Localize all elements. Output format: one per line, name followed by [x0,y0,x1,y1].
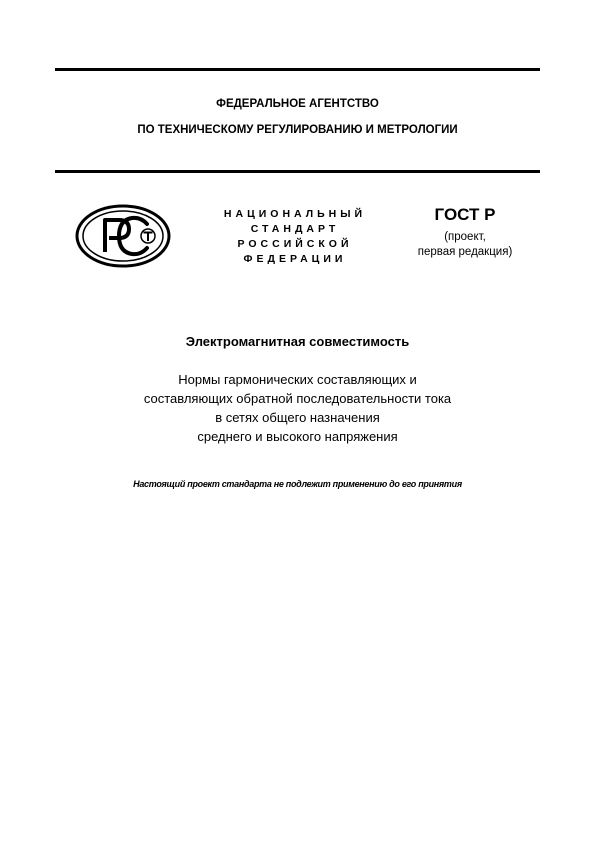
gost-designation: ГОСТ Р [434,205,496,224]
agency-name-line-2: ПО ТЕХНИЧЕСКОМУ РЕГУЛИРОВАНИЮ И МЕТРОЛОГИИ [137,124,458,136]
document-subtitle-line-1: Нормы гармонических составляющих и [178,372,417,387]
standard-type-line-4: ФЕДЕРАЦИИ [243,253,347,265]
draft-note-line-2: первая редакция) [417,246,513,258]
standard-type-line-2: СТАНДАРТ [250,223,340,235]
document-subtitle-line-2: составляющих обратной последовательности тока [143,391,452,406]
rst-certification-logo-icon [75,204,171,268]
standard-type-line-3: РОССИЙСКОЙ [237,238,353,250]
standard-type-line-1: НАЦИОНАЛЬНЫЙ [223,208,367,220]
document-subtitle-line-3: в сетях общего назначения [215,410,380,425]
draft-note-line-1: (проект, [444,231,486,243]
header-divider [55,170,540,173]
top-divider [55,68,540,71]
document-title: Электромагнитная совместимость [185,334,410,349]
document-subtitle-line-4: среднего и высокого напряжения [197,429,398,444]
agency-name-line-1: ФЕДЕРАЛЬНОЕ АГЕНТСТВО [216,98,379,110]
draft-notice: Настоящий проект стандарта не подлежит применению до его принятия [133,479,462,489]
